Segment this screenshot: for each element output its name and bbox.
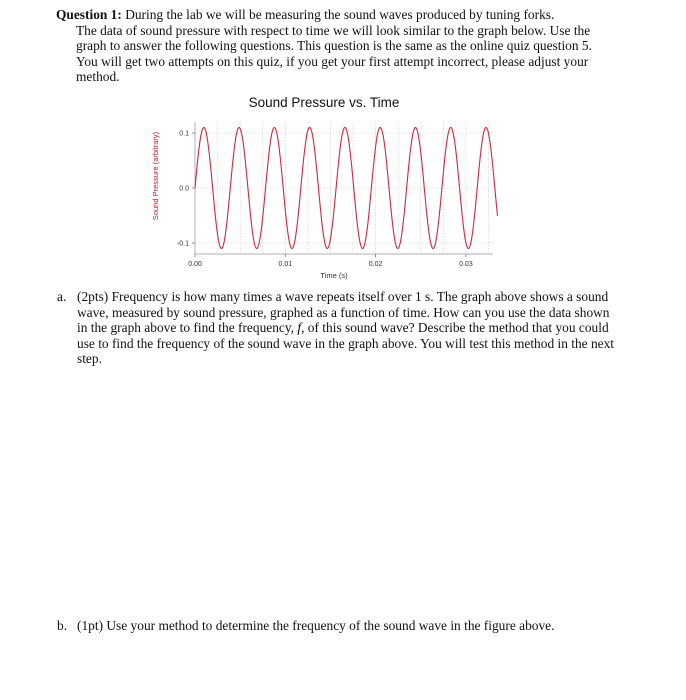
chart-title: Sound Pressure vs. Time — [248, 95, 400, 110]
part-a-text — [77, 289, 617, 367]
part-a-label: a. — [57, 289, 67, 304]
part-b — [57, 618, 617, 634]
question-1-label: Question 1: — [56, 7, 122, 22]
x-tick-label: 0.03 — [459, 261, 473, 268]
chart-x-label: Time (s) — [320, 271, 348, 280]
x-tick-label: 0.02 — [368, 261, 383, 268]
question-1-text-line1: During the lab we will be measuring the sound waves produced by tuning forks. — [121, 7, 555, 22]
question-1-text-rest: The data of sound pressure with respect to time we will look similar to the graph below. Use the graph to answer the following questions. This question is the same as the online quiz question 5. You will get two attempts on this quiz, if you get your first attempt incorrect, please adjust your method. — [76, 22, 592, 85]
part-a-text-1: (2pts) Frequency is how many times a wave repeats itself over 1 s. The graph above shows a sound wave, measured by sound pressure, graphed as a function of time. How can you use the data shown in the graph above to find the frequency, — [77, 289, 610, 336]
y-tick-label: 0.0 — [179, 185, 189, 193]
x-tick-label: 0.01 — [278, 261, 293, 268]
part-a — [57, 289, 617, 367]
frequency-symbol: f — [297, 320, 302, 336]
y-tick-label: 0.1 — [179, 130, 189, 138]
y-tick-label: -0.1 — [176, 240, 189, 248]
question-1-text — [56, 7, 616, 85]
sound-pressure-chart — [140, 92, 520, 288]
chart-y-label: Sound Pressure (arbitrary) — [151, 131, 160, 221]
part-a-text-2: , of this sound wave? Describe the method that you could use to find the frequency of the sound wave in the graph above. You will test this method in the next step. — [77, 320, 615, 367]
chart-grid — [195, 122, 493, 254]
part-b-label: b. — [57, 618, 68, 633]
part-b-text: (1pt) Use your method to determine the frequency of the sound wave in the figure above. — [77, 618, 555, 633]
x-tick-label: 0.00 — [188, 261, 202, 268]
